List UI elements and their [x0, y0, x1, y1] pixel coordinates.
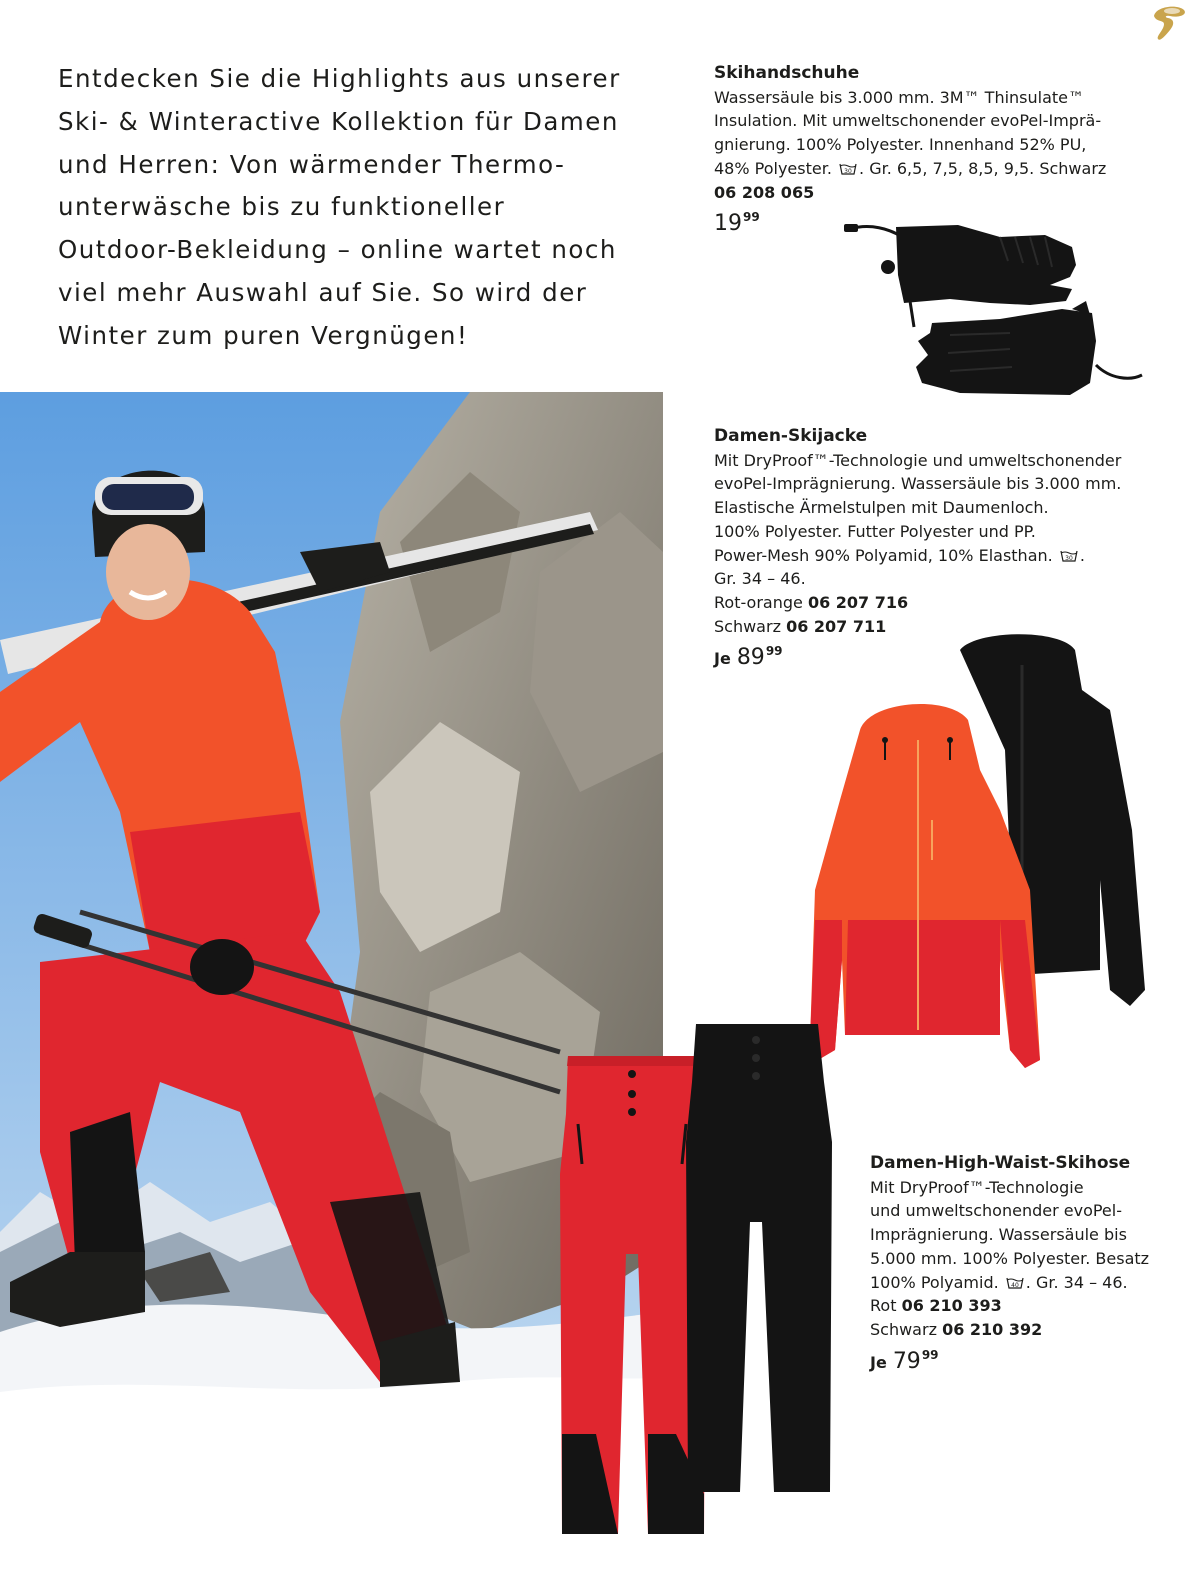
gloves-image [840, 215, 1150, 400]
variant-color: Schwarz [714, 616, 781, 636]
jacket-desc-line [714, 544, 1121, 568]
price-cent: 99 [921, 1347, 939, 1362]
pants-desc-line [870, 1271, 1149, 1295]
gloves-article-number: 06 208 065 [714, 182, 815, 202]
wash-symbol-icon [1006, 1276, 1024, 1289]
price-prefix: Je [714, 649, 731, 669]
price-euro: 79 [892, 1348, 921, 1374]
pants-title: Damen-High-Waist-Skihose [870, 1153, 1131, 1173]
pants-desc-line: und umweltschonender evoPel- [870, 1201, 1122, 1221]
brand-logo-icon [1148, 2, 1190, 44]
gloves-title: Skihandschuhe [714, 63, 860, 83]
price-euro: 89 [736, 645, 765, 671]
intro-line: unterwäsche bis zu funktioneller [58, 192, 506, 222]
price-cent: 99 [743, 210, 760, 225]
gloves-desc-line: Insulation. Mit umweltschonender evoPel-Imprä- [714, 111, 1102, 131]
price-euro: 19 [714, 211, 742, 237]
gloves-size-text: . Gr. 6,5, 7,5, 8,5, 9,5. Schwarz [859, 158, 1107, 178]
pants-product [870, 1152, 1149, 1374]
pants-desc-line: Mit DryProof™-Technologie [870, 1177, 1084, 1197]
variant-article-number: 06 207 716 [807, 592, 909, 612]
intro-line: Entdecken Sie die Highlights aus unserer [58, 64, 621, 93]
wash-symbol-icon [1060, 549, 1078, 562]
wash-temperature: 40 [1010, 1281, 1019, 1289]
pants-desc-line: 5.000 mm. 100% Polyester. Besatz [870, 1248, 1150, 1268]
price-cent: 99 [765, 644, 783, 659]
gloves-material-text: 48% Polyester. [714, 158, 832, 178]
intro-line: viel mehr Auswahl auf Sie. So wird der [58, 277, 588, 307]
variant-article-number: 06 210 393 [901, 1296, 1002, 1316]
jacket-period: . [1079, 545, 1085, 565]
intro-line: Winter zum puren Vergnügen! [58, 320, 469, 350]
intro-line: Outdoor-Bekleidung – online wartet noch [58, 235, 617, 265]
gloves-desc-line [714, 157, 1106, 181]
jacket-desc-line: Mit DryProof™-Technologie und umweltschonender [714, 450, 1122, 470]
jacket-material-text: Power-Mesh 90% Polyamid, 10% Elasthan. [714, 545, 1053, 565]
jackets-image [800, 630, 1160, 1080]
intro-text [58, 58, 658, 358]
jacket-title: Damen-Skijacke [714, 426, 868, 446]
pants-size-text: . Gr. 34 – 46. [1025, 1272, 1128, 1292]
pants-material-text: 100% Polyamid. [870, 1272, 999, 1292]
variant-color: Schwarz [870, 1319, 937, 1339]
intro-line: Ski- & Winteractive Kollektion für Damen [58, 106, 619, 136]
variant-color: Rot [870, 1296, 897, 1316]
jacket-desc-line: evoPel-Imprägnierung. Wassersäule bis 3.000 mm. [714, 474, 1122, 494]
gloves-desc-line: Wassersäule bis 3.000 mm. 3M™ Thinsulate™ [714, 87, 1085, 107]
variant-color: Rot-orange [714, 592, 803, 612]
gloves-product [714, 62, 1106, 237]
pants-black-image [686, 1022, 836, 1500]
price-prefix: Je [870, 1352, 887, 1372]
wash-temperature: 30 [844, 167, 852, 175]
pants-variant [870, 1318, 1149, 1342]
intro-line: und Herren: Von wärmender Thermo- [58, 149, 566, 179]
jacket-size-line: Gr. 34 – 46. [714, 569, 806, 589]
pants-variant [870, 1294, 1149, 1318]
jacket-desc-line: Elastische Ärmelstulpen mit Daumenloch. [714, 498, 1049, 518]
variant-article-number: 06 207 711 [786, 616, 887, 636]
gloves-desc-line: gnierung. 100% Polyester. Innenhand 52% PU, [714, 135, 1087, 155]
pants-desc-line: Imprägnierung. Wassersäule bis [870, 1225, 1127, 1245]
pants-price [870, 1344, 1149, 1375]
variant-article-number: 06 210 392 [942, 1319, 1043, 1339]
wash-symbol-icon [839, 162, 857, 175]
wash-temperature: 30 [1064, 554, 1073, 562]
jacket-variant [714, 591, 1121, 615]
jacket-desc-line: 100% Polyester. Futter Polyester und PP. [714, 521, 1036, 541]
